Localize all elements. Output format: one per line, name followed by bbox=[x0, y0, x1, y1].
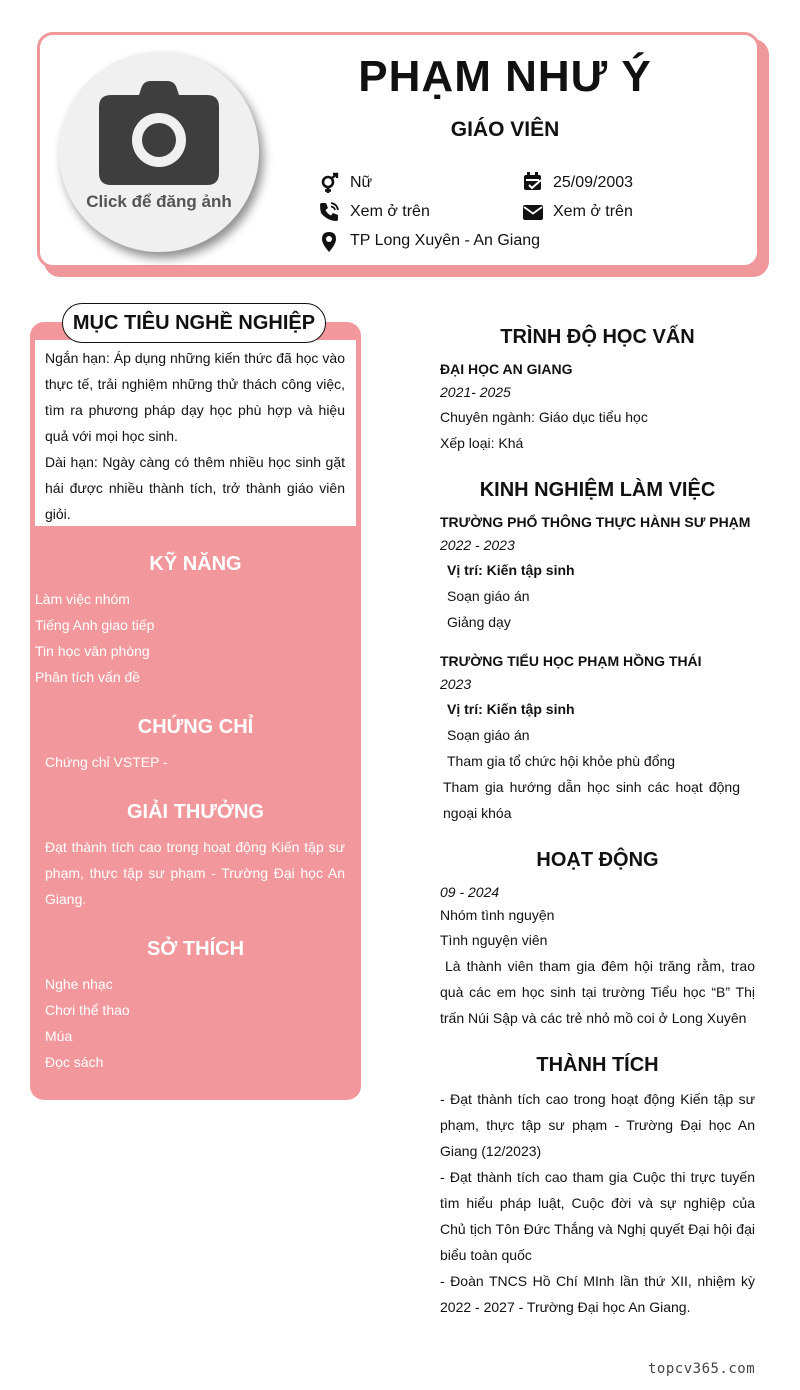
candidate-name: PHẠM NHƯ Ý bbox=[358, 52, 652, 101]
job-task: Soạn giáo án bbox=[447, 588, 530, 604]
birthdate-text: 25/09/2003 bbox=[553, 174, 634, 191]
objective-text bbox=[45, 345, 345, 527]
job-org: TRƯỜNG TIỂU HỌC PHẠM HỒNG THÁI bbox=[440, 653, 702, 669]
activity-description: Là thành viên tham gia đêm hội trăng rằm, trao quà các em học sinh tại trường Tiểu học “B” Thị trấn Núi Sập và các trẻ nhỏ mồ coi ở Long Xuyên bbox=[440, 958, 755, 1026]
footer-brand: topcv365.com bbox=[648, 1361, 756, 1377]
achievements-title: THÀNH TÍCH bbox=[536, 1054, 659, 1076]
activity-org: Nhóm tình nguyện bbox=[440, 907, 555, 923]
achievement-item: - Đạt thành tích cao trong hoạt động Kiến tập sư phạm, thực tập sư phạm - Trường Đại học An Giang (12/2023) bbox=[440, 1091, 755, 1159]
skill-item: Tiếng Anh giao tiếp bbox=[35, 617, 155, 633]
objective-title: MỤC TIÊU NGHỀ NGHIỆP bbox=[62, 303, 326, 343]
skills-title: KỸ NĂNG bbox=[149, 553, 242, 575]
job-position: Vị trí: Kiến tập sinh bbox=[447, 562, 575, 578]
avatar-upload-label[interactable]: Click để đăng ảnh bbox=[86, 192, 232, 211]
education-title: TRÌNH ĐỘ HỌC VẤN bbox=[500, 326, 695, 348]
candidate-role: GIÁO VIÊN bbox=[450, 118, 560, 141]
activity-period: 09 - 2024 bbox=[440, 884, 500, 900]
phone-icon bbox=[318, 201, 340, 223]
skill-item: Làm việc nhóm bbox=[35, 591, 130, 607]
hobby-item: Chơi thể thao bbox=[45, 1002, 130, 1018]
experience-title: KINH NGHIỆM LÀM VIỆC bbox=[479, 479, 716, 501]
address-text: TP Long Xuyên - An Giang bbox=[350, 232, 541, 249]
hobby-item: Múa bbox=[45, 1028, 73, 1044]
skill-item: Tin học văn phòng bbox=[35, 643, 150, 659]
activities-title: HOẠT ĐỘNG bbox=[536, 849, 659, 871]
activity-role: Tình nguyện viên bbox=[440, 932, 548, 948]
hobbies-title: SỞ THÍCH bbox=[146, 938, 245, 960]
job-position: Vị trí: Kiến tập sinh bbox=[447, 701, 575, 717]
objective-short-term: Ngắn hạn: Áp dụng những kiến thức đã học vào thực tế, trải nghiệm những thử thách công việc, tìm ra phương pháp dạy học phù hợp và hiệu quả với mọi học sinh. bbox=[45, 350, 345, 444]
job-task: Tham gia tổ chức hội khỏe phù đổng bbox=[447, 753, 676, 769]
hobby-item: Đọc sách bbox=[45, 1054, 104, 1070]
achievement-item: - Đoàn TNCS Hồ Chí MInh lần thứ XII, nhiệm kỳ 2022 - 2027 - Trường Đại học An Giang. bbox=[440, 1273, 755, 1315]
job-period: 2023 bbox=[440, 676, 472, 692]
education-school: ĐẠI HỌC AN GIANG bbox=[440, 361, 573, 377]
phone-text: Xem ở trên bbox=[350, 203, 430, 220]
gender-text: Nữ bbox=[350, 174, 373, 191]
job-period: 2022 - 2023 bbox=[440, 537, 515, 553]
awards-title: GIẢI THƯỞNG bbox=[127, 801, 264, 823]
achievement-item: - Đạt thành tích cao tham gia Cuộc thi trực tuyến tìm hiểu pháp luật, Cuộc đời và sự nghiệp của Chủ tịch Tôn Đức Thắng và Nghị quyết Đại hội đại biểu toàn quốc bbox=[440, 1169, 755, 1263]
email-icon bbox=[522, 201, 544, 223]
objective-long-term: Dài hạn: Ngày càng có thêm nhiều học sinh gặt hái được nhiều thành tích, trở thành giáo viên giỏi. bbox=[45, 454, 345, 522]
education-major: Chuyên ngành: Giáo dục tiểu học bbox=[440, 409, 648, 425]
job-task: Soạn giáo án bbox=[447, 727, 530, 743]
education-period: 2021- 2025 bbox=[440, 384, 511, 400]
certificate-item: Chứng chỉ VSTEP - bbox=[45, 754, 168, 770]
email-text: Xem ở trên bbox=[553, 203, 633, 220]
location-icon bbox=[318, 231, 340, 253]
gender-icon bbox=[318, 172, 340, 194]
awards-text: Đạt thành tích cao trong hoạt động Kiến tập sư phạm, thực tập sư phạm - Trường Đại học An Giang. bbox=[45, 839, 345, 907]
job-task: Tham gia hướng dẫn học sinh các hoạt động ngoại khóa bbox=[443, 779, 740, 821]
certificates-title: CHỨNG CHỈ bbox=[137, 716, 254, 738]
education-grade: Xếp loại: Khá bbox=[440, 435, 524, 451]
camera-icon bbox=[99, 81, 219, 185]
calendar-icon bbox=[522, 171, 544, 193]
job-org: TRƯỜNG PHỔ THÔNG THỰC HÀNH SƯ PHẠM bbox=[440, 514, 751, 530]
job-task: Giảng dạy bbox=[447, 614, 511, 630]
avatar-upload[interactable] bbox=[59, 52, 259, 252]
hobby-item: Nghe nhạc bbox=[45, 976, 113, 992]
skill-item: Phân tích vấn đề bbox=[35, 669, 141, 685]
